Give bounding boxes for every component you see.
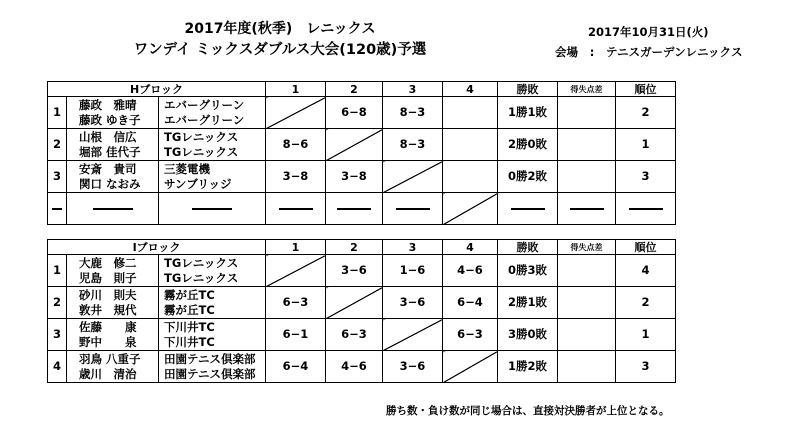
player-2: 敦井 規代	[79, 302, 137, 317]
player-1: 羽鳥 八重子	[79, 351, 141, 366]
dash-cell	[48, 193, 67, 225]
player-1: 藤政 雅晴	[79, 97, 137, 112]
club-2: TGレニックス	[164, 144, 239, 159]
club-2: TGレニックス	[164, 270, 239, 285]
dash-cell	[558, 193, 616, 225]
club-2: 田園テニス倶楽部	[164, 366, 256, 381]
player-names	[67, 161, 159, 193]
club-2: 霧が丘TC	[164, 302, 215, 317]
score-cell: 6−3	[326, 319, 383, 351]
score-cell	[326, 129, 383, 161]
player-2: 藤政 ゆき子	[79, 112, 141, 127]
tournament-subtitle: ワンデイ ミックスダブルス大会(120歳)予選	[133, 42, 427, 58]
dash-mark	[279, 208, 313, 210]
col-header-1: 1	[266, 82, 326, 97]
col-header-point-diff: 得失点差	[558, 240, 616, 255]
score-cell	[443, 161, 498, 193]
player-clubs	[159, 97, 266, 129]
row-number: 2	[48, 129, 67, 161]
col-header-2: 2	[326, 240, 383, 255]
score-cell: 8−6	[266, 129, 326, 161]
score-cell: 6−3	[443, 319, 498, 351]
rank: 2	[616, 287, 676, 319]
dash-cell	[443, 193, 498, 225]
venue-line	[555, 44, 742, 60]
player-2: 歳川 清治	[79, 366, 137, 381]
col-header-3: 3	[383, 240, 443, 255]
dash-cell	[266, 193, 326, 225]
row-number: 2	[48, 287, 67, 319]
dash-cell	[67, 193, 159, 225]
row-number: 3	[48, 319, 67, 351]
dash-mark	[570, 208, 604, 210]
point-diff	[558, 287, 616, 319]
block-h-table	[47, 81, 676, 225]
block-name: Iブロック	[48, 240, 266, 255]
score-cell: 1−6	[383, 255, 443, 287]
score-cell: 6−4	[443, 287, 498, 319]
table-header-row	[48, 240, 676, 255]
point-diff	[558, 129, 616, 161]
score-cell: 4−6	[326, 351, 383, 383]
win-loss-record: 1勝1敗	[498, 97, 558, 129]
win-loss-record: 0勝2敗	[498, 161, 558, 193]
dash-cell	[326, 193, 383, 225]
dash-cell	[616, 193, 676, 225]
club-1: エバーグリーン	[164, 97, 245, 112]
dash-mark	[337, 208, 371, 210]
dash-cell	[498, 193, 558, 225]
player-clubs	[159, 161, 266, 193]
table-row	[48, 161, 676, 193]
dash-cell	[383, 193, 443, 225]
score-cell	[443, 97, 498, 129]
rank: 2	[616, 97, 676, 129]
score-cell: 3−6	[326, 255, 383, 287]
win-loss-record: 2勝0敗	[498, 129, 558, 161]
rank: 3	[616, 351, 676, 383]
score-cell: 3−6	[383, 351, 443, 383]
player-1: 砂川 則夫	[79, 287, 137, 302]
club-2: エバーグリーン	[164, 112, 245, 127]
rank: 4	[616, 255, 676, 287]
score-cell: 3−8	[266, 161, 326, 193]
player-names	[67, 319, 159, 351]
tiebreak-note: 勝ち数・負け数が同じ場合は、直接対決勝者が上位となる。	[386, 405, 670, 417]
score-cell: 6−4	[266, 351, 326, 383]
score-cell	[443, 351, 498, 383]
player-names	[67, 351, 159, 383]
col-header-rank: 順位	[616, 82, 676, 97]
player-2: 堀部 佳代子	[79, 144, 141, 159]
club-1: 田園テニス倶楽部	[164, 351, 256, 366]
block-name: Hブロック	[48, 82, 266, 97]
row-number: 4	[48, 351, 67, 383]
club-1: 霧が丘TC	[164, 287, 215, 302]
point-diff	[558, 161, 616, 193]
row-number: 3	[48, 161, 67, 193]
club-1: TGレニックス	[164, 129, 239, 144]
empty-row	[48, 193, 676, 225]
col-header-win-loss: 勝敗	[498, 82, 558, 97]
player-names	[67, 129, 159, 161]
col-header-2: 2	[326, 82, 383, 97]
player-clubs	[159, 255, 266, 287]
player-1: 山根 信広	[79, 129, 137, 144]
point-diff	[558, 97, 616, 129]
block-i-table	[47, 239, 676, 383]
player-2: 児島 則子	[79, 270, 137, 285]
score-cell: 3−8	[326, 161, 383, 193]
venue-name: テニスガーデンレニックス	[606, 45, 743, 59]
score-cell	[383, 319, 443, 351]
dash-mark	[629, 208, 663, 210]
table-row	[48, 129, 676, 161]
score-cell: 6−1	[266, 319, 326, 351]
player-clubs	[159, 319, 266, 351]
venue-label: 会場	[555, 45, 578, 59]
venue-separator: :	[589, 45, 595, 59]
rank: 1	[616, 319, 676, 351]
dash-mark	[396, 208, 430, 210]
player-clubs	[159, 129, 266, 161]
score-cell	[443, 129, 498, 161]
score-cell	[383, 161, 443, 193]
win-loss-record: 0勝3敗	[498, 255, 558, 287]
score-cell: 6−3	[266, 287, 326, 319]
table-row	[48, 255, 676, 287]
player-clubs	[159, 287, 266, 319]
row-number: 1	[48, 255, 67, 287]
player-2: 野中 泉	[79, 334, 137, 349]
col-header-point-diff: 得失点差	[558, 82, 616, 97]
table-row	[48, 351, 676, 383]
point-diff	[558, 255, 616, 287]
club-2: 下川井TC	[164, 334, 215, 349]
table-header-row	[48, 82, 676, 97]
score-cell: 8−3	[383, 129, 443, 161]
player-1: 佐藤 康	[79, 319, 137, 334]
score-cell: 8−3	[383, 97, 443, 129]
tournament-title: 2017年度(秋季) レニックス	[184, 21, 376, 37]
col-header-1: 1	[266, 240, 326, 255]
player-2: 関口 なおみ	[79, 176, 141, 191]
col-header-3: 3	[383, 82, 443, 97]
row-number: 1	[48, 97, 67, 129]
col-header-win-loss: 勝敗	[498, 240, 558, 255]
score-cell: 3−6	[383, 287, 443, 319]
club-1: 下川井TC	[164, 319, 215, 334]
col-header-rank: 順位	[616, 240, 676, 255]
score-cell: 6−8	[326, 97, 383, 129]
player-names	[67, 287, 159, 319]
player-clubs	[159, 351, 266, 383]
point-diff	[558, 319, 616, 351]
score-cell	[326, 287, 383, 319]
rank: 1	[616, 129, 676, 161]
dash-mark	[192, 208, 232, 210]
table-row	[48, 287, 676, 319]
score-cell	[266, 97, 326, 129]
point-diff	[558, 351, 616, 383]
rank: 3	[616, 161, 676, 193]
dash-mark	[52, 208, 62, 210]
col-header-4: 4	[443, 82, 498, 97]
win-loss-record: 3勝0敗	[498, 319, 558, 351]
win-loss-record: 2勝1敗	[498, 287, 558, 319]
club-1: 三菱電機	[164, 161, 210, 176]
table-row	[48, 319, 676, 351]
event-date: 2017年10月31日(火)	[588, 25, 709, 39]
player-names	[67, 255, 159, 287]
club-2: サンブリッジ	[164, 176, 232, 191]
dash-cell	[159, 193, 266, 225]
win-loss-record: 1勝2敗	[498, 351, 558, 383]
player-names	[67, 97, 159, 129]
dash-mark	[511, 208, 545, 210]
player-1: 大鹿 修二	[79, 255, 137, 270]
score-cell	[266, 255, 326, 287]
col-header-4: 4	[443, 240, 498, 255]
dash-mark	[93, 208, 133, 210]
player-1: 安斎 貴司	[79, 161, 137, 176]
club-1: TGレニックス	[164, 255, 239, 270]
score-cell: 4−6	[443, 255, 498, 287]
table-row	[48, 97, 676, 129]
